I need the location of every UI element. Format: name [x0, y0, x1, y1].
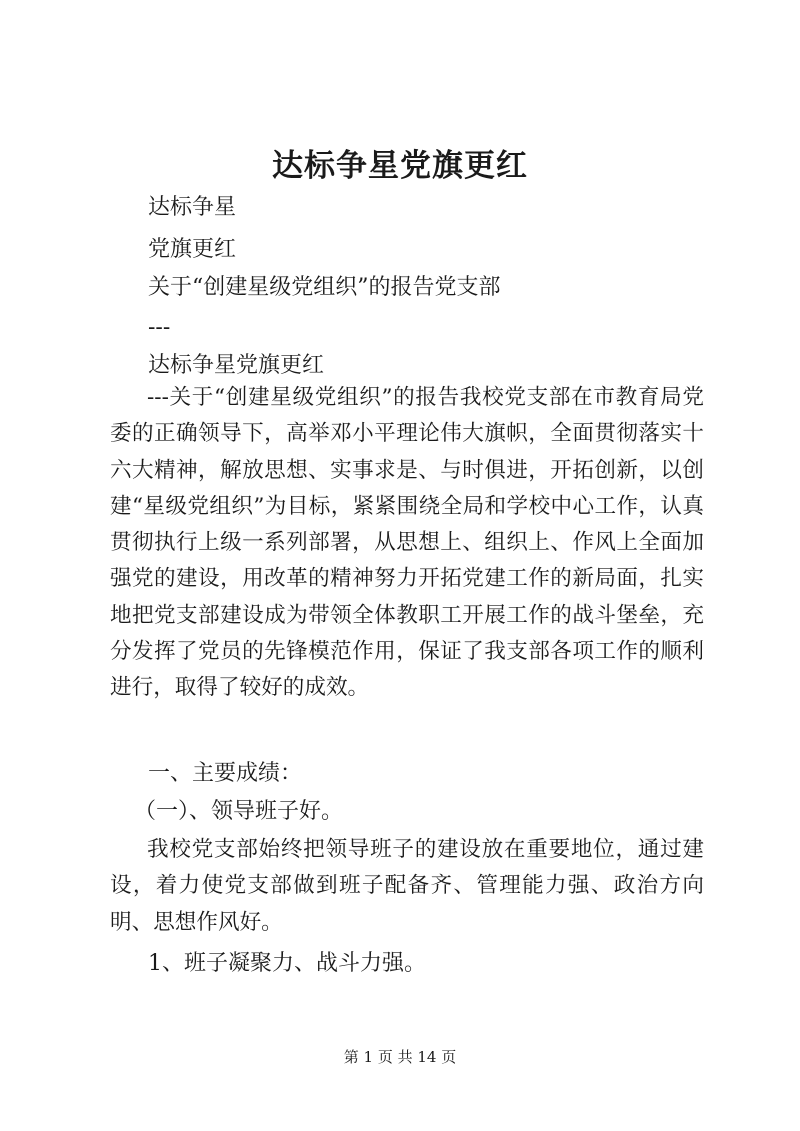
separator-line: ---	[148, 315, 171, 340]
section-heading-1: 一、主要成绩：	[148, 761, 303, 786]
subtitle-line-2: 党旗更红	[148, 237, 237, 262]
section-heading-3: 1、班子凝聚力、战斗力强。	[148, 951, 426, 976]
subtitle-line-1: 达标争星	[148, 195, 237, 220]
body-paragraph-1: ---关于“创建星级党组织”的报告我校党支部在市教育局党委的正确领导下，高举邓小平理论伟大旗帜，全面贯彻落实十六大精神，解放思想、实事求是、与时俱进，开拓创新，以创建“星级党组织”为目标，紧紧围绕全局和学校中心工作，认真贯彻执行上级一系列部署，从思想上、组织上、作风上全面加强党的建设，用改革的精神努力开拓党建工作的新局面，扎实地把党支部建设成为带领全体教职工开展工作的战斗堡垒，充分发挥了党员的先锋模范作用，保证了我支部各项工作的顺利进行，取得了较好的成效。	[110, 385, 704, 701]
subtitle-line-4: 达标争星党旗更红	[148, 353, 325, 378]
subtitle-line-3: 关于“创建星级党组织”的报告党支部	[148, 275, 501, 300]
section-heading-2: （一）、领导班子好。	[134, 799, 344, 824]
body-paragraph-2: 我校党支部始终把领导班子的建设放在重要地位，通过建设，着力使党支部做到班子配备齐、管理能力强、政治方向明、思想作风好。	[110, 837, 704, 935]
document-title: 达标争星党旗更红	[272, 148, 528, 184]
page-footer: 第 1 页 共 14 页	[343, 1048, 457, 1066]
